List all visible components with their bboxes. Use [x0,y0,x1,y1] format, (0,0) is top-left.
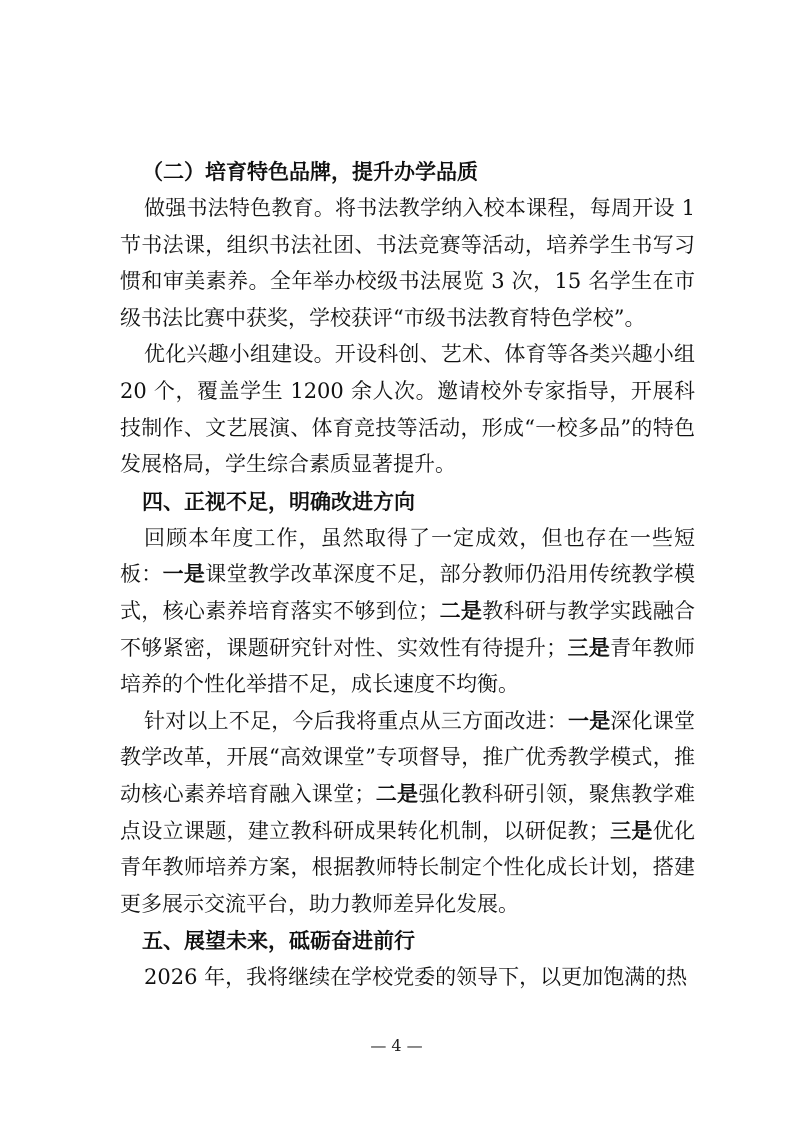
emphasis-marker: 一是 [162,561,206,587]
paragraph-text: 强化教科研引领，聚焦教学难点设立课题，建立教科研成果转化机制，以研促教； [120,781,696,843]
paragraph-text: 针对以上不足，今后我将重点从三方面改进： [144,708,568,733]
paragraph-text: 回顾本年度工作，虽然取得了一定成效，但也存在一些短板： [120,525,695,587]
emphasis-marker: 二是 [439,597,483,623]
page-number: — 4 — [370,1036,423,1055]
paragraph-text: 课堂教学改革深度不足，部分教师仍沿用传统教学模式，核心素养培育落实不够到位； [120,562,696,623]
paragraph-text: 优化兴趣小组建设。开设科创、艺术、体育等各类兴趣小组 20 个，覆盖学生 1200 余人次。邀请校外专家指导，开展科技制作、文艺展演、体育竞技等活动，形成“一校多品”的特色发展格局，学生综合素质显著提升。 [120,342,695,477]
emphasis-marker: 二是 [375,780,419,806]
paragraph-text: 深化课堂教学改革，开展“高效课堂”专项督导，推广优秀教学模式，推动核心素养培育融入课堂； [120,708,696,806]
body-paragraph [120,520,695,703]
body-paragraph [120,336,695,482]
section-heading: （二）培育特色品牌，提升办学品质 [142,159,478,184]
paragraph-text: 优化青年教师培养方案，根据教师特长制定个性化成长计划，搭建更多展示交流平台，助力教师差异化发展。 [120,818,696,916]
body-paragraph [120,959,695,996]
paragraph-text: 教科研与教学实践融合不够紧密，课题研究针对性、实效性有待提升； [120,598,696,660]
section-heading: 五、展望未来，砥砺奋进前行 [142,928,415,954]
emphasis-marker: 三是 [567,634,611,660]
paragraph-text: 青年教师培养的个性化举措不足，成长速度不均衡。 [120,635,696,697]
emphasis-marker: 一是 [568,707,611,733]
emphasis-marker: 三是 [609,817,653,843]
section-heading: 四、正视不足，明确改进方向 [142,488,415,514]
body-paragraph [120,190,695,336]
document-body [120,153,695,996]
paragraph-text: 做强书法特色教育。将书法教学纳入校本课程，每周开设 1 节书法课，组织书法社团、书法竞赛等活动，培养学生书写习惯和审美素养。全年举办校级书法展览 3 次，15 名学生在市级书法比赛中获奖，学校获评“市级书法教育特色学校”。 [120,196,695,330]
paragraph-text: 2026 年，我将继续在学校党委的领导下，以更加饱满的热 [144,965,688,990]
body-paragraph [120,703,695,923]
